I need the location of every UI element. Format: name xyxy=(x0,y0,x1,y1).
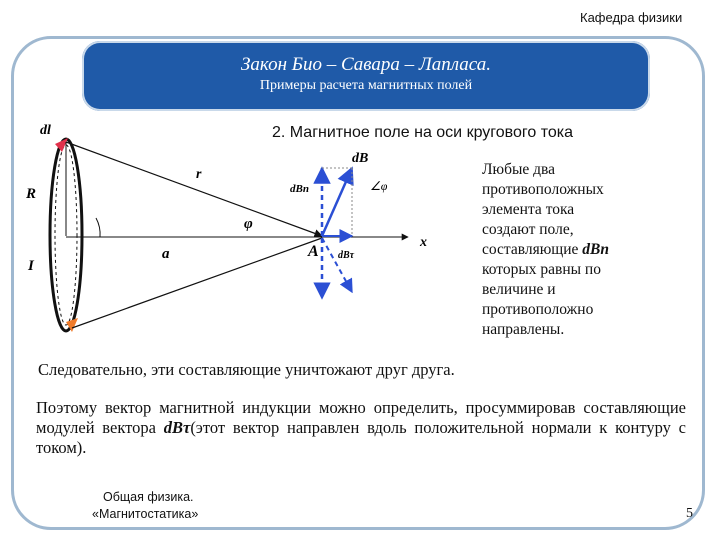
paragraph-part1: Поэтому вектор магнитной индукции можно определить, просуммировав составляющие модулей вектора xyxy=(36,398,686,437)
side-line: создают поле, xyxy=(482,221,574,238)
page-number: 5 xyxy=(686,506,693,521)
slide-subtitle: Примеры расчета магнитных полей xyxy=(259,78,473,93)
conclusion-text: Следовательно, эти составляющие уничтожают друг друга. xyxy=(38,360,455,379)
side-line: противоположных xyxy=(482,181,604,198)
side-line: направлены. xyxy=(482,321,565,338)
dl-label: dl xyxy=(40,123,51,138)
I-label: I xyxy=(28,258,34,274)
r-label: r xyxy=(196,167,202,182)
phi-label: φ xyxy=(244,216,253,232)
section-heading: 2. Магнитное поле на оси кругового тока xyxy=(272,124,574,141)
a-label: a xyxy=(162,246,170,262)
dBn-label: dBn xyxy=(290,183,309,195)
dB-opposite-vector xyxy=(322,238,352,292)
side-line: элемента тока xyxy=(482,201,575,218)
dBt-label: dBτ xyxy=(338,250,355,261)
footer-topic: «Магнитостатика» xyxy=(92,507,199,521)
bottom-to-A-line xyxy=(72,238,322,328)
paragraph-part2: (этот вектор направлен вдоль положительной нормали к контуру с током). xyxy=(36,418,686,457)
side-line: противоположно xyxy=(482,301,594,318)
dB-label: dB xyxy=(352,151,369,166)
dBt-symbol: dBτ xyxy=(163,418,191,437)
department-label: Кафедра физики xyxy=(580,10,683,25)
r-vector xyxy=(66,142,322,236)
title-banner xyxy=(82,41,650,111)
circular-current-diagram xyxy=(0,112,480,362)
R-label: R xyxy=(26,186,37,202)
dB-vector xyxy=(322,168,352,236)
side-line xyxy=(482,240,664,260)
side-line-text: составляющие xyxy=(482,241,579,258)
x-label: x xyxy=(420,235,427,250)
side-text xyxy=(482,160,664,340)
side-line: величине и xyxy=(482,281,556,298)
A-label: A xyxy=(308,243,319,260)
side-line: которых равны по xyxy=(482,261,601,278)
summary-paragraph xyxy=(36,398,686,458)
dBn-symbol: dBn xyxy=(582,241,609,258)
angle-phi-label: ∠φ xyxy=(370,179,388,193)
side-line: Любые два xyxy=(482,161,556,178)
slide-title: Закон Био – Савара – Лапласа. xyxy=(241,54,491,75)
footer-course: Общая физика. xyxy=(103,490,194,504)
angle-arc xyxy=(96,218,100,237)
